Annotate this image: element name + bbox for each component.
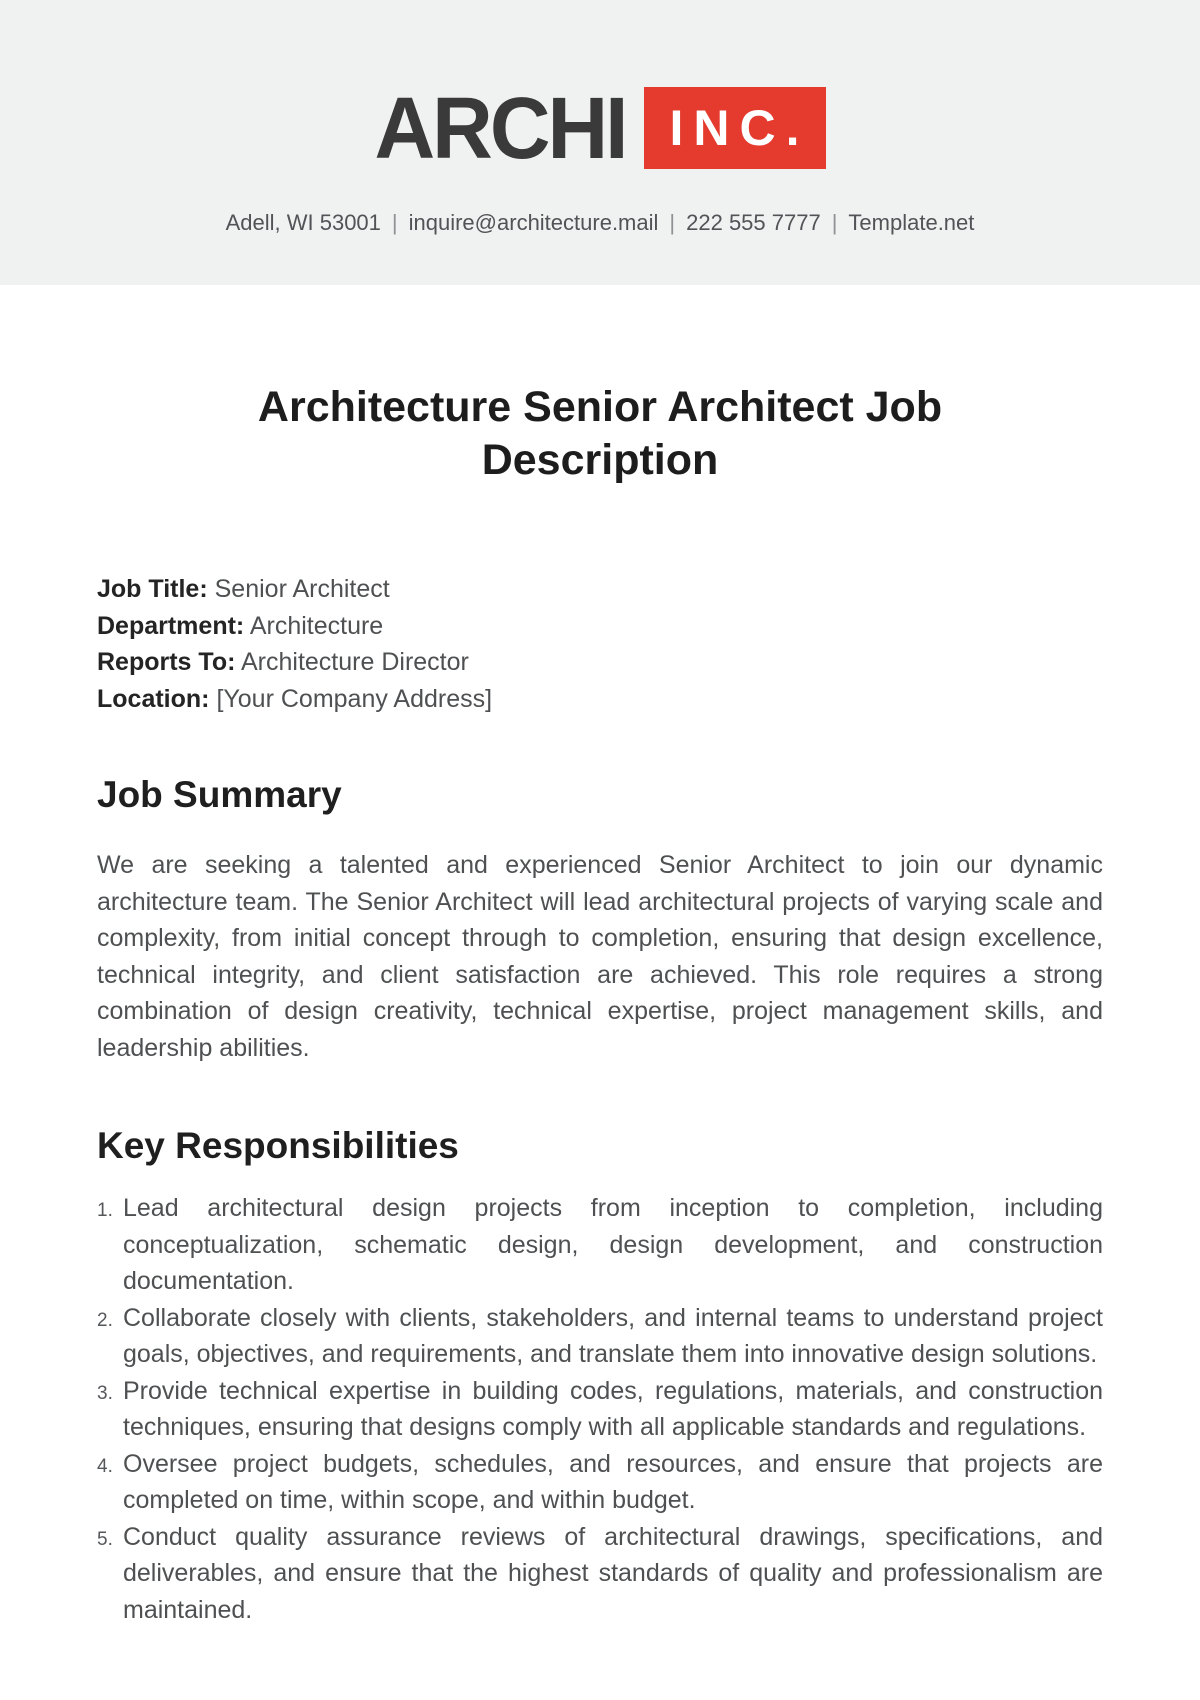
detail-label: Job Title: xyxy=(97,575,208,603)
detail-value: Senior Architect xyxy=(214,575,390,603)
list-item-number: 3. xyxy=(97,1382,113,1404)
list-item-number: 5. xyxy=(97,1528,113,1550)
list-item-text: Oversee project budgets, schedules, and resources, and ensure that projects are completed on time, within scope, and within budget. xyxy=(123,1449,1103,1514)
contact-separator: | xyxy=(831,210,838,235)
list-item xyxy=(97,1373,1103,1446)
list-item-text: Lead architectural design projects from inception to completion, including conceptualization, schematic design, design development, and construction documentation. xyxy=(123,1194,1103,1295)
contact-separator: | xyxy=(391,210,398,235)
list-item-number: 2. xyxy=(97,1309,113,1331)
contact-phone: 222 555 7777 xyxy=(686,210,821,235)
section-heading-key-responsibilities: Key Responsibilities xyxy=(97,1125,459,1166)
detail-label: Location: xyxy=(97,684,210,713)
contact-separator: | xyxy=(669,210,676,235)
detail-label: Department: xyxy=(97,611,245,640)
detail-row-job-title xyxy=(97,571,1103,608)
list-item xyxy=(97,1446,1103,1519)
section-heading-job-summary: Job Summary xyxy=(97,774,342,815)
list-item xyxy=(97,1300,1103,1373)
list-item-text: Collaborate closely with clients, stakeholders, and internal teams to understand project goals, objectives, and requirements, and translate them into innovative design solutions. xyxy=(123,1303,1103,1368)
detail-row-reports-to xyxy=(97,644,1103,681)
job-details-block xyxy=(97,571,1103,717)
detail-row-location xyxy=(97,681,1103,718)
job-summary-paragraph: We are seeking a talented and experienced Senior Architect to join our dynamic architecture team. The Senior Architect will lead architectural projects of varying scale and complexity, from initial concept through to completion, ensuring that design excellence, technical integrity, and client satisfaction are achieved. This role requires a strong combination of design creativity, technical expertise, project management skills, and leadership abilities. xyxy=(97,851,1103,1062)
detail-label: Reports To: xyxy=(97,648,236,676)
logo-inc-badge: INC. xyxy=(644,87,826,169)
detail-row-department xyxy=(97,608,1103,645)
list-item xyxy=(97,1190,1103,1300)
list-item-number: 4. xyxy=(97,1455,113,1477)
company-logo xyxy=(0,79,1200,177)
contact-address: Adell, WI 53001 xyxy=(225,210,381,235)
list-item-text: Conduct quality assurance reviews of architectural drawings, specifications, and deliverables, and ensure that the highest standards of quality and professionalism are maintained. xyxy=(123,1522,1103,1624)
page-title: Architecture Senior Architect Job Description xyxy=(257,383,943,484)
contact-website: Template.net xyxy=(848,210,975,235)
contact-info-line xyxy=(0,210,1200,236)
document-body xyxy=(0,381,1200,1628)
responsibilities-list xyxy=(97,1190,1103,1628)
detail-value: Architecture xyxy=(249,611,384,640)
list-item-number: 1. xyxy=(97,1200,113,1221)
list-item-text: Provide technical expertise in building codes, regulations, materials, and construction techniques, ensuring that designs comply with all applicable standards and regulations. xyxy=(123,1376,1103,1441)
detail-value: Architecture Director xyxy=(241,648,469,676)
detail-value: [Your Company Address] xyxy=(216,684,493,713)
logo-brand-text: ARCHI xyxy=(374,79,626,177)
letterhead-header xyxy=(0,0,1200,285)
list-item xyxy=(97,1519,1103,1629)
contact-email: inquire@architecture.mail xyxy=(408,210,659,235)
